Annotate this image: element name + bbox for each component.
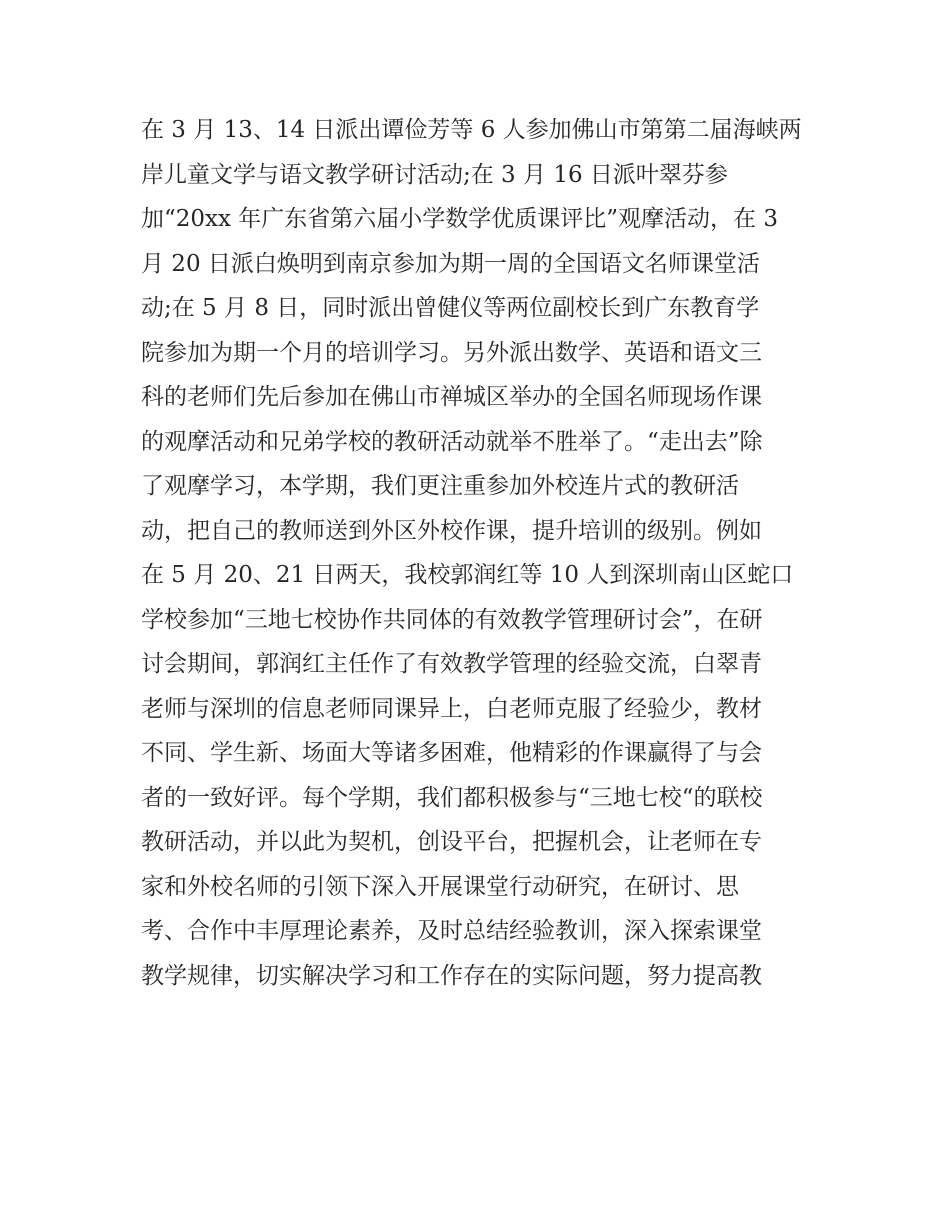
text-line-12: 学校参加“三地七校协作共同体的有效教学管理研讨会”，在研: [141, 606, 763, 633]
body-text: [141, 108, 831, 998]
text-line-7: 科的老师们先后参加在佛山市禅城区举办的全国名师现场作课: [141, 384, 762, 410]
text-line-1: 在 3 月 13、14 日派出谭俭芳等 6 人参加佛山市第第二届海峡两: [141, 117, 802, 143]
text-line-2: 岸儿童文学与语文教学研讨活动;在 3 月 16 日派叶翠芬参: [141, 161, 728, 188]
text-line-17: 教研活动，并以此为契机，创设平台，把握机会，让老师在专: [141, 829, 762, 855]
text-line-14: 老师与深圳的信息老师同课异上，白老师克服了经验少，教材: [141, 695, 762, 722]
text-line-11: 在 5 月 20、21 日两天，我校郭润红等 10 人到深圳南山区蛇口: [141, 562, 794, 588]
text-line-8: 的观摩活动和兄弟学校的教研活动就举不胜举了。“走出去”除: [141, 428, 763, 455]
text-line-10: 动，把自己的教师送到外区外校作课，提升培训的级别。例如: [141, 517, 762, 544]
text-line-18: 家和外校名师的引领下深入开展课堂行动研究，在研讨、思: [141, 873, 739, 900]
text-line-9: 了观摩学习，本学期，我们更注重参加外校连片式的教研活: [141, 473, 739, 499]
text-line-6: 院参加为期一个月的培训学习。另外派出数学、英语和语文三: [141, 339, 762, 366]
text-line-16: 者的一致好评。每个学期，我们都积极参与“三地七校“的联校: [141, 784, 763, 811]
text-line-5: 动;在 5 月 8 日，同时派出曾健仪等两位副校长到广东教育学: [141, 295, 760, 321]
text-line-4: 月 20 日派白焕明到南京参加为期一周的全国语文名师课堂活: [141, 250, 760, 277]
text-line-20: 教学规律，切实解决学习和工作存在的实际问题，努力提高教: [141, 962, 762, 989]
text-line-13: 讨会期间，郭润红主任作了有效教学管理的经验交流，白翠青: [141, 651, 762, 677]
text-line-15: 不同、学生新、场面大等诸多困难，他精彩的作课赢得了与会: [141, 740, 762, 766]
text-line-19: 考、合作中丰厚理论素养，及时总结经验教训，深入探索课堂: [141, 918, 762, 944]
text-line-3: 加“20xx 年广东省第六届小学数学优质课评比”观摩活动，在 3: [141, 206, 778, 232]
